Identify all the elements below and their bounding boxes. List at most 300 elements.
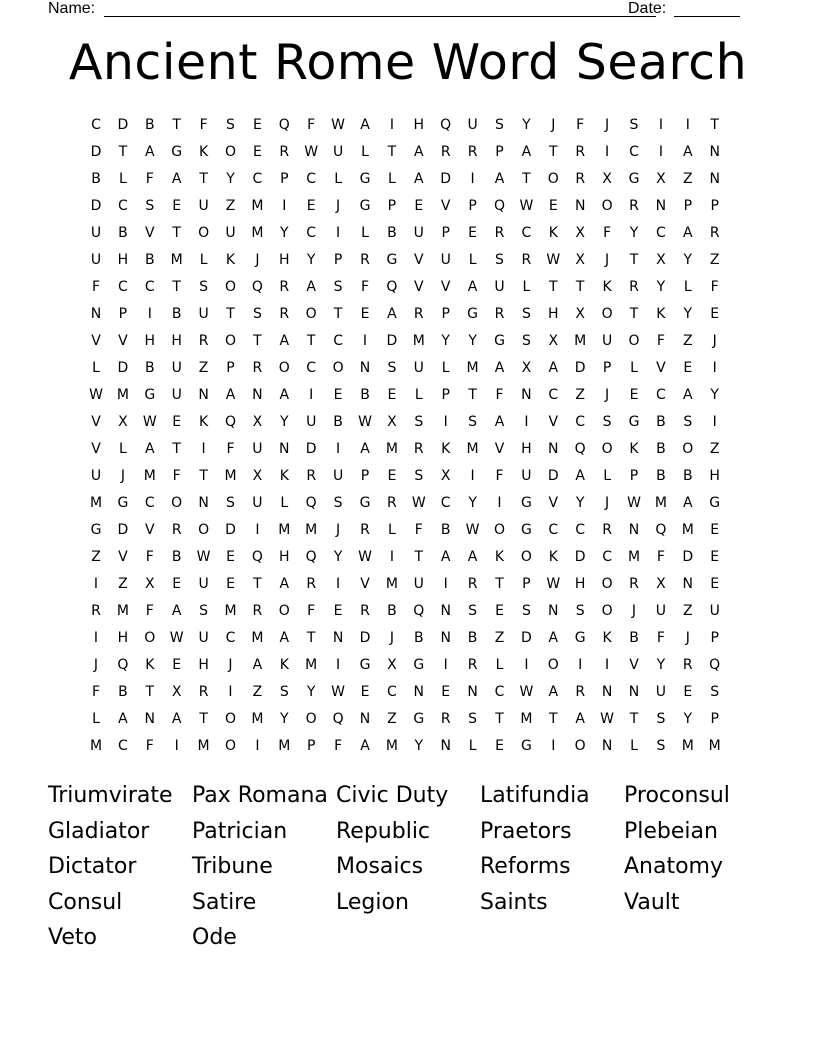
grid-letter: E (172, 576, 182, 592)
grid-letter: Q (251, 549, 263, 565)
grid-letter: M (143, 468, 156, 484)
grid-letter: S (656, 738, 666, 754)
grid-letter: M (197, 738, 210, 754)
grid-letter: E (226, 549, 235, 565)
grid-letter: C (629, 144, 639, 160)
grid-letter: I (712, 360, 717, 376)
grid-letter: D (117, 360, 129, 376)
grid-letter: R (360, 522, 370, 538)
grid-letter: V (118, 549, 128, 565)
grid-letter: I (174, 738, 179, 754)
grid-letter: T (199, 711, 208, 727)
grid-letter: C (144, 495, 155, 511)
grid-letter: E (252, 117, 262, 133)
grid-letter: P (602, 360, 612, 376)
grid-letter: A (683, 495, 693, 511)
grid-letter: B (118, 684, 128, 700)
grid-letter: E (414, 198, 424, 214)
grid-letter: N (628, 684, 640, 700)
grid-letter: E (333, 603, 343, 619)
grid-letter: E (495, 603, 504, 619)
grid-letter: O (224, 333, 237, 349)
grid-letter: C (548, 522, 559, 538)
grid-letter: M (116, 603, 129, 619)
word-bank-item: Gladiator (48, 818, 150, 844)
grid-letter: G (520, 495, 532, 511)
grid-letter: I (551, 738, 556, 754)
grid-letter: A (548, 630, 559, 646)
grid-letter: I (255, 522, 260, 538)
grid-letter: S (629, 117, 639, 133)
grid-letter: D (574, 360, 586, 376)
grid-letter: Z (118, 576, 128, 592)
grid-letter: A (521, 144, 532, 160)
grid-letter: A (171, 171, 182, 187)
grid-letter: A (414, 144, 424, 160)
name-date-header (48, 0, 748, 20)
grid-letter: O (493, 522, 506, 538)
grid-letter: D (90, 198, 102, 214)
grid-letter: R (629, 279, 639, 295)
grid-letter: I (605, 657, 610, 673)
grid-letter: T (253, 576, 262, 592)
grid-letter: X (252, 414, 263, 430)
date-blank-line (674, 16, 740, 17)
grid-letter: O (601, 441, 613, 457)
grid-letter: T (172, 279, 181, 295)
grid-letter: E (495, 738, 504, 754)
grid-letter: Q (332, 711, 344, 727)
grid-letter: J (336, 198, 341, 214)
grid-letter: G (413, 711, 425, 727)
grid-letter: X (440, 468, 451, 484)
grid-letter: A (494, 171, 505, 187)
grid-letter: P (468, 198, 477, 214)
word-bank-item: Patrician (192, 818, 288, 844)
grid-letter: M (89, 738, 103, 754)
grid-letter: S (226, 117, 235, 133)
grid-letter: F (360, 279, 370, 295)
grid-letter: E (683, 684, 693, 700)
word-bank-item: Legion (336, 889, 409, 915)
grid-letter: Y (629, 225, 639, 241)
grid-letter: A (145, 441, 155, 457)
grid-letter: H (279, 252, 290, 268)
grid-letter: U (601, 333, 613, 349)
grid-letter: E (683, 360, 693, 376)
grid-letter: N (440, 738, 451, 754)
grid-letter: G (386, 252, 398, 268)
grid-row (83, 706, 729, 733)
grid-letter: U (709, 603, 720, 619)
grid-letter: K (602, 630, 612, 646)
word-bank-item: Saints (480, 889, 548, 915)
grid-letter: S (414, 414, 424, 430)
grid-letter: V (629, 657, 639, 673)
grid-letter: X (656, 252, 666, 268)
grid-letter: C (575, 414, 586, 430)
grid-letter: V (440, 279, 451, 295)
grid-letter: T (522, 171, 531, 187)
grid-letter: P (118, 306, 128, 322)
grid-letter: I (470, 468, 475, 484)
grid-letter: R (575, 144, 586, 160)
word-bank-item: Reforms (480, 854, 571, 879)
grid-letter: C (440, 495, 451, 511)
grid-row (83, 571, 729, 598)
grid-letter: L (387, 171, 396, 187)
grid-letter: N (601, 684, 613, 700)
grid-letter: F (145, 549, 154, 565)
word-bank-item: Civic Duty (336, 783, 449, 808)
grid-letter: S (226, 495, 235, 511)
grid-letter: G (117, 495, 129, 511)
grid-letter: N (548, 441, 559, 457)
grid-letter: G (467, 306, 479, 322)
grid-letter: F (145, 603, 154, 619)
grid-letter: S (521, 333, 531, 349)
grid-letter: I (282, 198, 287, 214)
grid-letter: K (548, 225, 558, 241)
grid-letter: R (413, 441, 424, 457)
grid-letter: O (171, 495, 183, 511)
grid-letter: C (387, 684, 397, 700)
grid-letter: N (628, 522, 640, 538)
grid-letter: B (360, 387, 370, 403)
grid-letter: L (387, 522, 396, 538)
grid-letter: T (495, 711, 504, 727)
grid-letter: T (549, 711, 558, 727)
grid-letter: H (117, 252, 129, 268)
grid-letter: B (144, 360, 155, 376)
grid-letter: R (467, 657, 478, 673)
grid-letter: S (333, 279, 343, 295)
grid-letter: A (118, 711, 128, 727)
grid-letter: I (336, 657, 341, 673)
grid-letter: Y (683, 306, 693, 322)
grid-letter: I (658, 117, 663, 133)
grid-letter: J (605, 387, 610, 403)
grid-letter: A (306, 279, 316, 295)
grid-letter: G (520, 522, 532, 538)
grid-letter: K (279, 657, 289, 673)
grid-letter: S (468, 711, 478, 727)
grid-letter: W (546, 576, 561, 592)
grid-letter: R (252, 603, 263, 619)
grid-letter: O (198, 522, 210, 538)
grid-letter: M (170, 252, 183, 268)
grid-letter: M (305, 522, 318, 538)
grid-letter: O (144, 630, 156, 646)
grid-letter: I (443, 576, 448, 592)
grid-letter: O (601, 576, 613, 592)
grid-letter: C (306, 360, 317, 376)
grid-letter: I (524, 657, 529, 673)
grid-letter: T (629, 252, 639, 268)
grid-letter: P (441, 225, 450, 241)
grid-letter: V (91, 414, 101, 430)
grid-letter: A (252, 657, 263, 673)
grid-letter: R (494, 225, 505, 241)
grid-letter: N (440, 603, 451, 619)
grid-letter: V (91, 333, 101, 349)
grid-letter: Y (441, 333, 450, 349)
grid-letter: G (628, 171, 640, 187)
grid-letter: E (252, 144, 262, 160)
grid-letter: W (519, 198, 534, 214)
grid-letter: S (333, 495, 343, 511)
grid-letter: V (91, 441, 101, 457)
grid-letter: G (359, 171, 371, 187)
grid-letter: G (413, 657, 425, 673)
grid-letter: Z (683, 171, 693, 187)
grid-letter: A (360, 441, 370, 457)
grid-letter: N (413, 684, 425, 700)
grid-letter: U (413, 576, 424, 592)
grid-row (83, 517, 729, 544)
grid-row (83, 139, 729, 166)
word-bank-item: Triumvirate (48, 783, 173, 808)
grid-letter: W (142, 414, 157, 430)
grid-letter: Y (656, 279, 666, 295)
grid-letter: M (251, 711, 264, 727)
grid-letter: X (521, 360, 532, 376)
word-bank-item: Consul (48, 889, 123, 915)
grid-letter: B (682, 468, 693, 484)
grid-letter: C (602, 549, 612, 565)
grid-letter: I (605, 144, 610, 160)
grid-letter: W (411, 495, 426, 511)
grid-letter: D (305, 441, 317, 457)
grid-letter: E (710, 549, 720, 565)
grid-letter: D (386, 333, 398, 349)
grid-letter: W (358, 549, 372, 565)
grid-letter: I (497, 495, 502, 511)
grid-letter: J (685, 630, 690, 646)
grid-letter: N (521, 387, 532, 403)
grid-letter: L (468, 252, 477, 268)
grid-letter: E (226, 576, 235, 592)
grid-letter: A (279, 387, 290, 403)
grid-letter: A (683, 144, 693, 160)
grid-letter: M (654, 495, 667, 511)
grid-letter: P (226, 360, 235, 376)
grid-letter: V (360, 576, 370, 592)
grid-letter: C (575, 522, 586, 538)
grid-letter: I (578, 657, 583, 673)
grid-letter: Q (117, 657, 129, 673)
grid-letter: I (255, 738, 260, 754)
grid-letter: S (521, 306, 531, 322)
grid-letter: X (602, 171, 612, 187)
grid-letter: S (199, 279, 209, 295)
grid-letter: A (387, 306, 397, 322)
grid-row (83, 274, 729, 301)
grid-letter: G (171, 144, 183, 160)
grid-letter: C (252, 171, 263, 187)
grid-letter: T (145, 684, 155, 700)
grid-letter: S (656, 711, 666, 727)
grid-letter: O (224, 711, 237, 727)
grid-letter: B (144, 117, 155, 133)
grid-letter: I (336, 441, 341, 457)
grid-letter: T (414, 549, 424, 565)
grid-letter: C (333, 333, 343, 349)
grid-letter: Q (305, 495, 317, 511)
grid-letter: A (467, 279, 478, 295)
grid-letter: I (443, 414, 448, 430)
grid-letter: E (629, 387, 639, 403)
grid-letter: G (359, 198, 371, 214)
grid-letter: N (601, 738, 613, 754)
grid-letter: B (387, 603, 397, 619)
grid-letter: T (387, 144, 397, 160)
grid-row (83, 328, 729, 355)
grid-letter: C (548, 387, 559, 403)
grid-letter: I (201, 441, 206, 457)
grid-letter: O (278, 360, 290, 376)
grid-letter: M (224, 468, 237, 484)
grid-letter: O (682, 441, 694, 457)
grid-letter: F (307, 603, 316, 619)
grid-letter: P (683, 198, 693, 214)
grid-letter: F (414, 522, 423, 538)
grid-letter: R (575, 684, 586, 700)
grid-letter: K (279, 468, 289, 484)
grid-letter: L (441, 360, 450, 376)
grid-letter: B (333, 414, 343, 430)
grid-letter: P (306, 738, 316, 754)
grid-letter: E (710, 306, 720, 322)
grid-letter: E (360, 306, 370, 322)
grid-letter: N (709, 144, 720, 160)
grid-letter: L (414, 387, 423, 403)
grid-letter: O (547, 171, 559, 187)
grid-letter: Z (494, 630, 505, 646)
grid-letter: F (145, 738, 154, 754)
grid-letter: A (494, 360, 505, 376)
grid-letter: J (93, 657, 99, 673)
grid-letter: E (306, 198, 316, 214)
grid-letter: S (252, 306, 262, 322)
grid-letter: S (683, 414, 693, 430)
grid-letter: U (413, 225, 424, 241)
grid-letter: D (225, 522, 236, 538)
grid-letter: Z (709, 252, 720, 268)
grid-letter: U (225, 225, 236, 241)
grid-letter: R (279, 144, 290, 160)
grid-letter: Q (278, 117, 290, 133)
grid-letter: Q (386, 279, 398, 295)
grid-letter: D (547, 468, 559, 484)
grid-letter: L (118, 171, 127, 187)
grid-letter: H (198, 657, 209, 673)
grid-letter: R (306, 468, 317, 484)
grid-letter: R (198, 333, 209, 349)
grid-letter: K (548, 549, 558, 565)
grid-letter: L (199, 252, 208, 268)
grid-row (83, 355, 729, 382)
grid-letter: E (387, 468, 397, 484)
grid-letter: T (172, 117, 181, 133)
grid-letter: D (574, 549, 586, 565)
grid-letter: Z (225, 198, 236, 214)
grid-letter: Y (468, 495, 477, 511)
grid-letter: F (656, 333, 665, 349)
grid-letter: L (361, 144, 369, 160)
grid-letter: R (629, 198, 639, 214)
grid-letter: O (198, 225, 210, 241)
grid-letter: P (333, 252, 343, 268)
grid-letter: B (440, 522, 451, 538)
grid-letter: J (605, 495, 610, 511)
grid-letter: A (279, 576, 290, 592)
grid-letter: M (681, 738, 694, 754)
grid-letter: S (468, 603, 478, 619)
grid-letter: L (361, 225, 369, 241)
grid-letter: M (466, 441, 479, 457)
grid-letter: H (548, 306, 559, 322)
grid-letter: T (629, 306, 639, 322)
grid-row (83, 490, 729, 517)
grid-letter: N (252, 387, 263, 403)
grid-letter: X (656, 576, 666, 592)
grid-letter: J (389, 630, 394, 646)
grid-letter: N (655, 198, 667, 214)
grid-letter: W (196, 549, 211, 565)
grid-letter: E (172, 414, 182, 430)
grid-letter: I (524, 414, 529, 430)
grid-letter: M (224, 603, 237, 619)
grid-letter: U (90, 468, 102, 484)
grid-letter: X (575, 306, 585, 322)
grid-row (83, 382, 729, 409)
grid-letter: W (546, 252, 561, 268)
grid-letter: T (575, 279, 585, 295)
grid-row (83, 733, 729, 760)
word-bank-item: Pax Romana (192, 783, 328, 808)
grid-letter: J (336, 522, 341, 538)
grid-letter: L (683, 279, 692, 295)
grid-letter: Y (683, 252, 693, 268)
grid-letter: U (198, 198, 209, 214)
grid-letter: D (440, 171, 452, 187)
grid-letter: C (521, 225, 532, 241)
grid-letter: A (683, 225, 693, 241)
grid-letter: T (710, 117, 719, 133)
grid-letter: N (279, 441, 290, 457)
grid-letter: Q (709, 657, 721, 673)
word-bank-item: Satire (192, 889, 257, 915)
grid-letter: N (682, 576, 694, 592)
grid-letter: M (520, 711, 533, 727)
grid-letter: B (144, 252, 155, 268)
date-label: Date: (628, 0, 667, 17)
word-bank-item: Mosaics (336, 854, 424, 879)
grid-letter: T (172, 441, 181, 457)
grid-letter: C (91, 117, 101, 133)
grid-letter: P (495, 144, 504, 160)
grid-row (83, 112, 729, 139)
grid-letter: O (601, 198, 613, 214)
grid-letter: I (658, 144, 663, 160)
grid-letter: Y (683, 711, 693, 727)
grid-letter: O (547, 657, 559, 673)
grid-letter: T (199, 468, 208, 484)
grid-letter: E (387, 387, 397, 403)
grid-letter: F (145, 171, 154, 187)
grid-letter: O (332, 360, 344, 376)
